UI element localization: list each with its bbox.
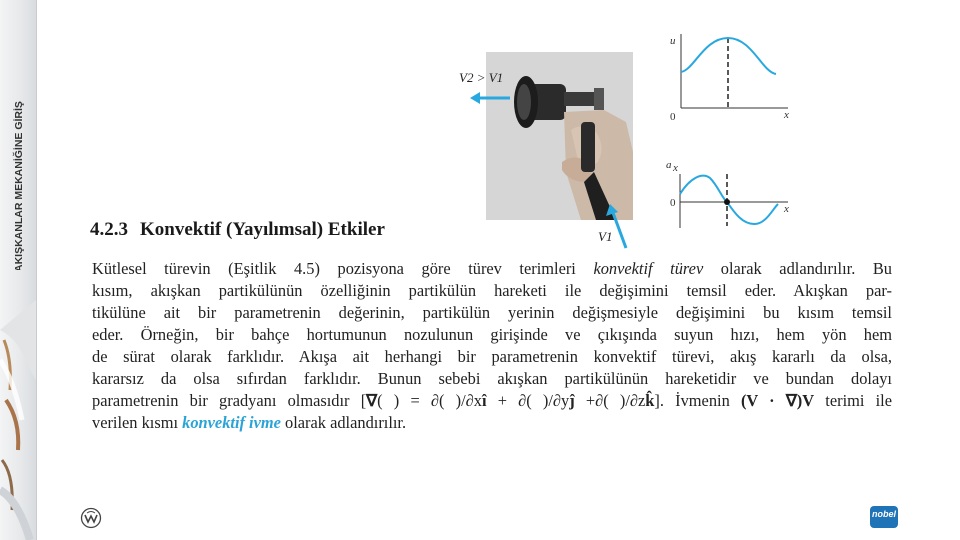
velocity-graph: [664, 30, 794, 122]
graph-top-ylabel: u: [670, 35, 676, 47]
acceleration-graph: [660, 158, 800, 230]
paragraph-line-7: [92, 390, 892, 412]
sidebar-strip: [0, 0, 37, 540]
text-run: + ∂( )/∂y: [486, 391, 570, 410]
unit-vector-j: ĵ: [569, 391, 575, 410]
section-title: Konvektif (Yayılımsal) Etkiler: [140, 219, 385, 240]
publisher-emblem-icon: [80, 507, 102, 529]
paragraph-line-6: kararsız da olsa sıfırdan farklıdır. Bunun sebebi akışkan partikülünün hareketidir ve bundan dolayı: [92, 369, 892, 388]
text-run: verilen kısmı: [92, 413, 183, 432]
text-run: ( ) = ∂( )/∂x: [377, 391, 482, 410]
paragraph-line-5: de sürat olarak farklıdır. Akışa ait herhangi bir parametrenin konvektif türevi, akış kararlı da olsa,: [92, 347, 892, 366]
nobel-logo-text: nobel: [870, 506, 898, 528]
graph-bot-zero-point: [724, 199, 730, 205]
graph-top-origin: 0: [670, 111, 676, 123]
text-run: Kütlesel türevin (Eşitlik 4.5) pozisyona göre türev terimleri: [92, 259, 594, 278]
section-number: 4.2.3: [90, 219, 128, 240]
nabla-symbol: ∇: [366, 391, 378, 410]
paragraph-line-1: [92, 258, 892, 280]
text-run: +∂( )/∂z: [574, 391, 646, 410]
text-run: ]. İvmenin: [654, 391, 741, 410]
graph-bot-ylabel: a: [666, 159, 672, 171]
term-konvektif-turev: konvektif türev: [593, 259, 704, 278]
paragraph-line-8: [92, 412, 892, 434]
sidebar-title-text: AKIŞKANLAR MEKANİĞİNE GİRİŞ: [13, 101, 25, 270]
paragraph-line-3: tikülüne ait bir parametrenin değerinin, partikülün yerinin değişmesiyle değişimini bu kısım temsil: [92, 303, 892, 322]
text-run: parametrenin bir gradyanı olmasıdır [: [92, 391, 367, 410]
text-run: olarak adlandırılır. Bu: [703, 259, 892, 278]
sidebar-decoration: [0, 300, 36, 540]
body-paragraph: [92, 258, 892, 434]
unit-vector-i: î: [481, 391, 487, 410]
text-run: olarak adlandırılır.: [280, 413, 407, 432]
nobel-logo: [870, 506, 898, 528]
graph-top-xlabel: x: [784, 109, 789, 121]
nozzle-photo: [486, 52, 633, 220]
outlet-arrow-head: [470, 92, 480, 104]
graph-bot-origin: 0: [670, 197, 676, 209]
sidebar-vertical-title: [2, 10, 32, 270]
label-v2-gt-v1: V2 > V1: [459, 70, 504, 85]
section-heading: [90, 219, 385, 241]
convective-term: (V · ∇)V: [740, 391, 815, 410]
graph-bot-xlabel: x: [784, 203, 789, 215]
graph-bot-ylabel-sub: x: [673, 162, 678, 174]
paragraph-line-4: eder. Örneğin, bir bahçe hortumunun nozulunun girişinde ve çıkışında suyun hızı, hem yön hem: [92, 325, 892, 344]
text-run: terimi ile: [814, 391, 893, 410]
term-konvektif-ivme: konvektif ivme: [182, 413, 281, 432]
unit-vector-k: k̂: [645, 391, 655, 410]
label-v1: V1: [598, 229, 613, 244]
paragraph-line-2: kısım, akışkan partikülünün özelliğinin partikülün hareketi ile değişimini temsil eder. Akışkan par-: [92, 281, 892, 300]
